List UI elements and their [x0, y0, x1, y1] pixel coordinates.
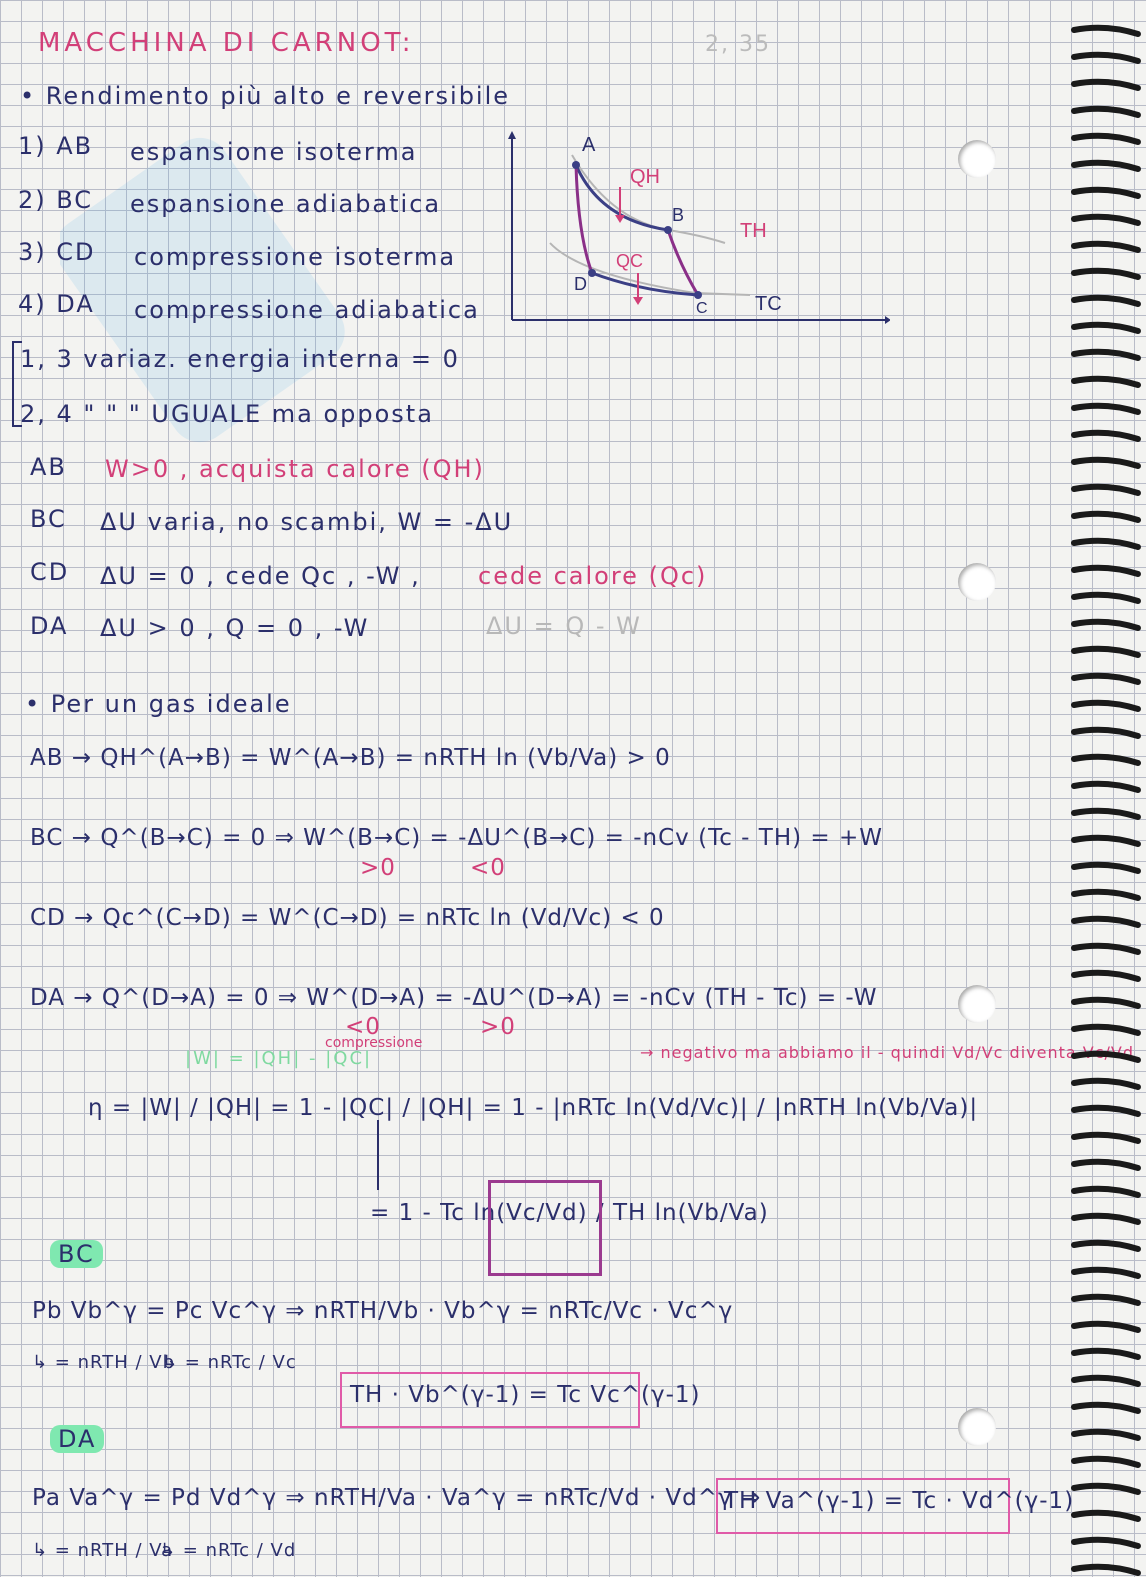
spiral-coil: [1074, 1540, 1138, 1546]
intro-line: • Rendimento più alto e reversibile: [20, 82, 511, 110]
spiral-coil: [1074, 433, 1138, 439]
spiral-coil: [1074, 298, 1138, 304]
spiral-coil: [1074, 676, 1138, 682]
phase-text: W>0 , acquista calore (QH): [105, 455, 485, 483]
step-number: 3) CD: [18, 238, 96, 266]
phase-label: BC: [30, 505, 67, 533]
equation-cd: CD → Qc^(C→D) = W^(C→D) = nRTc ln (Vd/Vc) < 0: [30, 905, 665, 931]
step-number: 4) DA: [18, 290, 95, 318]
spiral-coil: [1074, 379, 1138, 385]
bc-sub-2: ↳ = nRTc / Vc: [162, 1352, 297, 1373]
spiral-coil: [1074, 1324, 1138, 1330]
under-label: <0: [470, 855, 506, 881]
carnot-pv-diagram: [500, 125, 890, 335]
point-b-label: B: [672, 205, 685, 225]
under-label: >0: [360, 855, 396, 881]
spiral-coil: [1074, 1351, 1138, 1357]
spiral-coil: [1074, 757, 1138, 763]
da-result: TH Va^(γ-1) = Tc · Vd^(γ-1): [724, 1488, 1075, 1514]
spiral-coil: [1074, 352, 1138, 358]
spiral-coil: [1074, 109, 1138, 115]
equation-bc: BC → Q^(B→C) = 0 ⇒ W^(B→C) = -ΔU^(B→C) = -nCv (Tc - TH) = +W: [30, 825, 883, 851]
spiral-coil: [1074, 946, 1138, 952]
spiral-coil: [1074, 1270, 1138, 1276]
spiral-coil: [1074, 1378, 1138, 1384]
punch-hole: [958, 140, 996, 178]
spiral-coil: [1074, 541, 1138, 547]
phase-label: DA: [30, 612, 69, 640]
spiral-coil: [1074, 811, 1138, 817]
spiral-coil: [1074, 28, 1138, 34]
phase-label: AB: [30, 453, 67, 481]
spiral-coil: [1074, 1135, 1138, 1141]
punch-hole: [958, 563, 996, 601]
spiral-coil: [1074, 1567, 1138, 1573]
step-desc: compressione adiabatica: [134, 296, 480, 324]
spiral-coil: [1074, 271, 1138, 277]
spiral-coil: [1074, 244, 1138, 250]
spiral-coil: [1074, 1486, 1138, 1492]
bc-result: TH · Vb^(γ-1) = Tc Vc^(γ-1): [350, 1382, 701, 1408]
th-label: TH: [740, 220, 767, 242]
spiral-coil: [1074, 55, 1138, 61]
tc-label: TC: [755, 293, 782, 315]
phase-label: CD: [30, 558, 70, 586]
spiral-coil: [1074, 649, 1138, 655]
qh-label: QH: [630, 166, 660, 188]
spiral-coil: [1074, 865, 1138, 871]
spiral-coil: [1074, 622, 1138, 628]
spiral-coil: [1074, 568, 1138, 574]
spiral-coil: [1074, 784, 1138, 790]
phase-text: ΔU > 0 , Q = 0 , -W: [100, 614, 370, 642]
step-desc: espansione isoterma: [130, 138, 418, 166]
bc-equation: Pb Vb^γ = Pc Vc^γ ⇒ nRTH/Vb · Vb^γ = nRTc/Vc · Vc^γ: [32, 1298, 734, 1324]
point-c-label: C: [696, 300, 708, 317]
spiral-coil: [1074, 82, 1138, 88]
spiral-coil: [1074, 973, 1138, 979]
spiral-coil: [1074, 406, 1138, 412]
da-sub-1: ↳ = nRTH / Va: [32, 1540, 174, 1561]
spiral-coil: [1074, 1000, 1138, 1006]
spiral-coil: [1074, 1054, 1138, 1060]
page-number: 2, 35: [705, 32, 771, 57]
spiral-coil: [1074, 190, 1138, 196]
da-equation: Pa Va^γ = Pd Vd^γ ⇒ nRTH/Va · Va^γ = nRTc/Vd · Vd^γ ⇒: [32, 1485, 762, 1511]
energy-note-1: 1, 3 variaz. energia interna = 0: [20, 345, 460, 373]
point-d-label: D: [574, 274, 587, 294]
step-number: 2) BC: [18, 186, 94, 214]
spiral-coil: [1074, 919, 1138, 925]
phase-text: ΔU = 0 , cede Qc , -W ,: [100, 562, 421, 590]
under-label: >0: [480, 1014, 516, 1040]
phase-text: ΔU varia, no scambi, W = -ΔU: [100, 508, 514, 536]
under-label: <0: [345, 1014, 381, 1040]
spiral-binding: [1066, 0, 1146, 1577]
section-da: DA: [50, 1425, 104, 1453]
spiral-coil: [1074, 514, 1138, 520]
phase-extra: ΔU = Q - W: [486, 612, 642, 640]
spiral-coil: [1074, 1459, 1138, 1465]
spiral-coil: [1074, 325, 1138, 331]
spiral-coil: [1074, 1108, 1138, 1114]
phase-extra: cede calore (Qc): [478, 562, 708, 590]
equation-ab: AB → QH^(A→B) = W^(A→B) = nRTH ln (Vb/Va) > 0: [30, 745, 671, 771]
efficiency-line-1: η = |W| / |QH| = 1 - |QC| / |QH| = 1 - |nRTc ln(Vd/Vc)| / |nRTH ln(Vb/Va)|: [88, 1095, 979, 1121]
da-sub-2: ↳ = nRTc / Vd: [160, 1540, 297, 1561]
spiral-coil: [1074, 136, 1138, 142]
spiral-coil: [1074, 1405, 1138, 1411]
spiral-coil: [1074, 1243, 1138, 1249]
spiral-coil: [1074, 1297, 1138, 1303]
spiral-coil: [1074, 1189, 1138, 1195]
efficiency-box: [488, 1180, 602, 1276]
spiral-coil: [1074, 595, 1138, 601]
negative-note: → negativo ma abbiamo il - quindi Vd/Vc diventa Vc/Vd: [640, 1043, 1134, 1062]
ideal-gas-heading: • Per un gas ideale: [25, 690, 292, 718]
spiral-coil: [1074, 838, 1138, 844]
efficiency-line-2: = 1 - Tc ln(Vc/Vd) / TH ln(Vb/Va): [370, 1200, 769, 1226]
compression-note: compressione: [325, 1035, 423, 1051]
spiral-coil: [1074, 703, 1138, 709]
spiral-coil: [1074, 487, 1138, 493]
step-number: 1) AB: [18, 132, 94, 160]
spiral-coil: [1074, 1216, 1138, 1222]
punch-hole: [958, 985, 996, 1023]
spiral-coil: [1074, 1513, 1138, 1519]
page-title: MACCHINA DI CARNOT:: [38, 28, 415, 58]
step-desc: compressione isoterma: [134, 243, 457, 271]
energy-note-2: 2, 4 " " " UGUALE ma opposta: [20, 400, 434, 428]
spiral-coil: [1074, 1162, 1138, 1168]
spiral-coil: [1074, 1081, 1138, 1087]
spiral-coil: [1074, 163, 1138, 169]
spiral-coil: [1074, 892, 1138, 898]
equation-da: DA → Q^(D→A) = 0 ⇒ W^(D→A) = -ΔU^(D→A) = -nCv (TH - Tc) = -W: [30, 985, 878, 1011]
w-relation: |W| = |QH| - |QC|: [185, 1048, 373, 1069]
vertical-stroke: [375, 1120, 381, 1190]
spiral-coil: [1074, 730, 1138, 736]
point-a-label: A: [582, 134, 596, 156]
qc-label: QC: [616, 251, 643, 271]
section-bc: BC: [50, 1240, 103, 1268]
spiral-coil: [1074, 1432, 1138, 1438]
spiral-coil: [1074, 460, 1138, 466]
spiral-coil: [1074, 1027, 1138, 1033]
step-desc: espansione adiabatica: [130, 190, 442, 218]
bc-sub-1: ↳ = nRTH / Vb: [32, 1352, 175, 1373]
spiral-coil: [1074, 217, 1138, 223]
punch-hole: [958, 1408, 996, 1446]
